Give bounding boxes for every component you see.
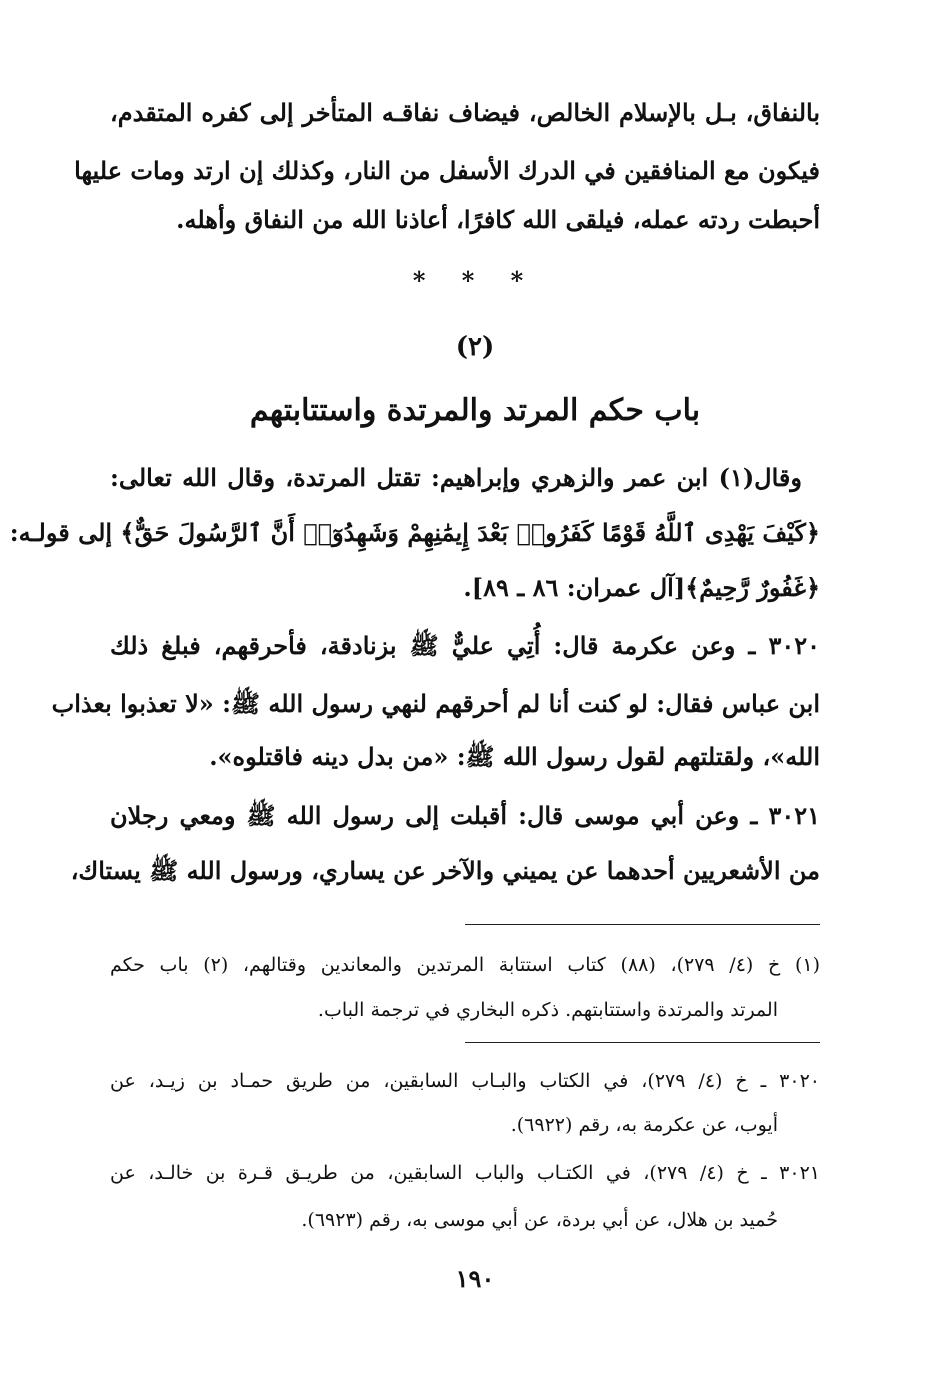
body-line: بالنفاق، بـل بالإسلام الخالص، فيضاف نفاقـه المتأخر إلى كفره المتقدم، bbox=[110, 98, 821, 127]
quran-verse-line: ﴿غَفُورٌ رَّحِيمٌ﴾[آل عمران: ٨٦ ـ ٨٩]. bbox=[463, 573, 820, 602]
hadith-3020-line: الله»، ولقتلتهم لقول رسول الله ﷺ: «من بدل دينه فاقتلوه». bbox=[209, 742, 820, 771]
chapter-title: باب حكم المرتد والمرتدة واستتابتهم bbox=[249, 393, 701, 428]
body-line: فيكون مع المنافقين في الدرك الأسفل من النار، وكذلك إن ارتد ومات عليها bbox=[74, 156, 820, 185]
footnote-1-line: (١) خ (٤/ ٢٧٩)، (٨٨) كتاب استتابة المرتدين والمعاندين وقتالهم، (٢) باب حكم bbox=[110, 954, 820, 976]
hadith-3021-line: من الأشعريين أحدهما عن يميني والآخر عن يساري، ورسول الله ﷺ يستاك، bbox=[70, 856, 820, 885]
footnote-separator bbox=[465, 1042, 820, 1043]
intro-line: وقال(١) ابن عمر والزهري وإبراهيم: تقتل المرتدة، وقال الله تعالى: bbox=[110, 463, 802, 492]
footnote-3020-line: أيوب، عن عكرمة به، رقم (٦٩٢٢). bbox=[510, 1114, 778, 1136]
hadith-3020-line: ابن عباس فقال: لو كنت أنا لم أحرقهم لنهي رسول الله ﷺ: «لا تعذبوا بعذاب bbox=[51, 689, 820, 718]
footnote-separator bbox=[465, 924, 820, 925]
hadith-3020-line: ٣٠٢٠ ـ وعن عكرمة قال: أُتِي عليٌّ ﷺ بزنادقة، فأحرقهم، فبلغ ذلك bbox=[110, 631, 820, 660]
footnote-3021-line: ٣٠٢١ ـ خ (٤/ ٢٧٩)، في الكتـاب والباب السابقين، من طريـق قـرة بن خالـد، عن bbox=[110, 1162, 820, 1184]
footnote-1-line: المرتد والمرتدة واستتابتهم. ذكره البخاري في ترجمة الباب. bbox=[317, 999, 778, 1021]
quran-verse-line: ﴿كَيْفَ يَهْدِى ٱللَّهُ قَوْمًا كَفَرُوا۟ بَعْدَ إِيمَٰنِهِمْ وَشَهِدُوٓا۟ أَنَّ ٱلرَّسُولَ حَقٌّ﴾ إلى قولـه: bbox=[9, 518, 820, 547]
body-line: أحبطت ردته عمله، فيلقى الله كافرًا، أعاذنا الله من النفاق وأهله. bbox=[176, 205, 820, 234]
page-number: ١٩٠ bbox=[455, 1264, 495, 1293]
footnote-3021-line: حُميد بن هلال، عن أبي بردة، عن أبي موسى به، رقم (٦٩٢٣). bbox=[301, 1209, 778, 1231]
chapter-number: (٢) bbox=[455, 332, 495, 362]
footnote-3020-line: ٣٠٢٠ ـ خ (٤/ ٢٧٩)، في الكتاب والبـاب السابقين، من طريق حمـاد بن زيـد، عن bbox=[110, 1070, 820, 1092]
hadith-3021-line: ٣٠٢١ ـ وعن أبي موسى قال: أقبلت إلى رسول الله ﷺ ومعي رجلان bbox=[110, 801, 820, 830]
section-separator-stars: * * * bbox=[412, 266, 538, 295]
